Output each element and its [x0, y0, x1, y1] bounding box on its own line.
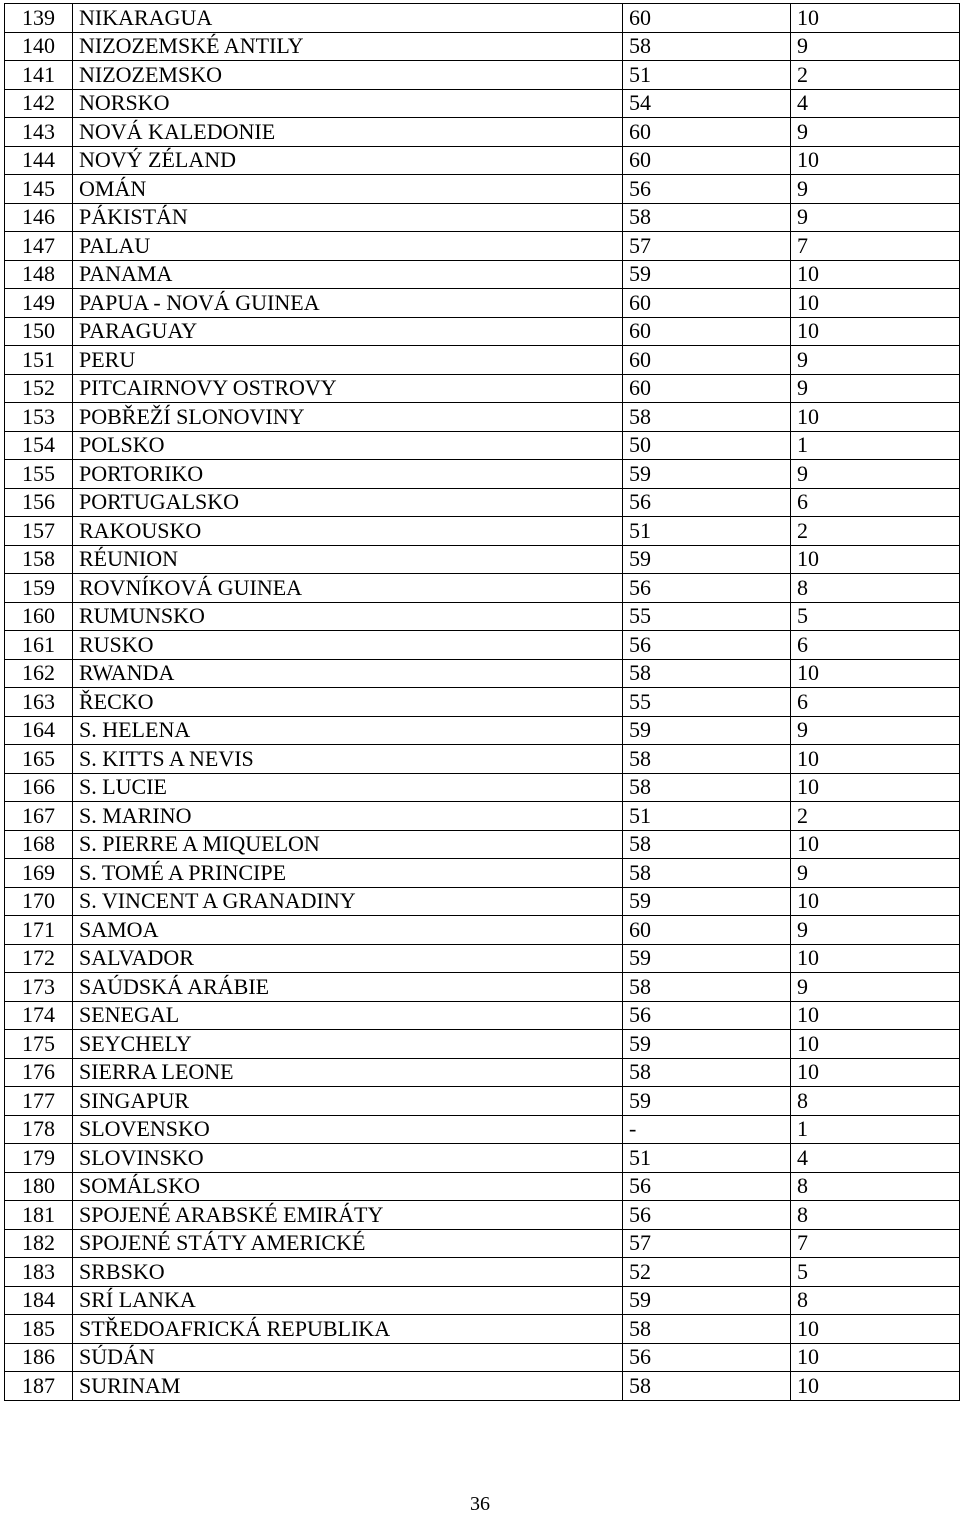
country-name-cell: S. MARINO [73, 802, 623, 831]
value-1-cell: 60 [623, 289, 791, 318]
value-2-cell: 9 [791, 859, 960, 888]
table-row [5, 460, 960, 489]
table-row [5, 403, 960, 432]
value-2-cell: 5 [791, 1258, 960, 1287]
table-row [5, 1087, 960, 1116]
country-name-cell: NOVÁ KALEDONIE [73, 118, 623, 147]
table-row [5, 1286, 960, 1315]
row-number-cell: 165 [5, 745, 73, 774]
value-1-cell: 59 [623, 1030, 791, 1059]
value-2-cell: 7 [791, 1229, 960, 1258]
row-number-cell: 167 [5, 802, 73, 831]
value-1-cell: 55 [623, 688, 791, 717]
table-row [5, 631, 960, 660]
row-number-cell: 172 [5, 944, 73, 973]
table-row [5, 146, 960, 175]
table-row [5, 374, 960, 403]
country-name-cell: SENEGAL [73, 1001, 623, 1030]
row-number-cell: 160 [5, 602, 73, 631]
value-2-cell: 10 [791, 4, 960, 33]
row-number-cell: 149 [5, 289, 73, 318]
value-1-cell: 60 [623, 374, 791, 403]
value-1-cell: 55 [623, 602, 791, 631]
table-row [5, 973, 960, 1002]
value-1-cell: 51 [623, 1144, 791, 1173]
table-row [5, 602, 960, 631]
row-number-cell: 170 [5, 887, 73, 916]
value-1-cell: 56 [623, 1201, 791, 1230]
value-1-cell: 59 [623, 1286, 791, 1315]
value-2-cell: 10 [791, 545, 960, 574]
country-name-cell: RUMUNSKO [73, 602, 623, 631]
row-number-cell: 141 [5, 61, 73, 90]
row-number-cell: 158 [5, 545, 73, 574]
country-name-cell: NOVÝ ZÉLAND [73, 146, 623, 175]
row-number-cell: 182 [5, 1229, 73, 1258]
value-2-cell: 9 [791, 32, 960, 61]
country-name-cell: PERU [73, 346, 623, 375]
value-2-cell: 10 [791, 403, 960, 432]
row-number-cell: 140 [5, 32, 73, 61]
table-row [5, 232, 960, 261]
table-row [5, 4, 960, 33]
value-1-cell: 58 [623, 973, 791, 1002]
country-name-cell: SALVADOR [73, 944, 623, 973]
value-2-cell: 8 [791, 574, 960, 603]
value-2-cell: 6 [791, 488, 960, 517]
table-row [5, 802, 960, 831]
row-number-cell: 171 [5, 916, 73, 945]
row-number-cell: 164 [5, 716, 73, 745]
value-2-cell: 8 [791, 1286, 960, 1315]
table-row [5, 203, 960, 232]
row-number-cell: 152 [5, 374, 73, 403]
value-2-cell: 4 [791, 1144, 960, 1173]
value-1-cell: 56 [623, 1172, 791, 1201]
value-2-cell: 10 [791, 289, 960, 318]
country-name-cell: RWANDA [73, 659, 623, 688]
row-number-cell: 144 [5, 146, 73, 175]
table-row [5, 1201, 960, 1230]
row-number-cell: 173 [5, 973, 73, 1002]
row-number-cell: 162 [5, 659, 73, 688]
value-1-cell: 57 [623, 232, 791, 261]
country-name-cell: SAMOA [73, 916, 623, 945]
value-2-cell: 9 [791, 716, 960, 745]
row-number-cell: 180 [5, 1172, 73, 1201]
country-name-cell: RÉUNION [73, 545, 623, 574]
value-2-cell: 9 [791, 973, 960, 1002]
value-2-cell: 2 [791, 802, 960, 831]
value-1-cell: 60 [623, 346, 791, 375]
table-body [5, 4, 960, 1401]
value-2-cell: 2 [791, 61, 960, 90]
value-2-cell: 10 [791, 1343, 960, 1372]
page-number: 36 [470, 1493, 490, 1515]
country-name-cell: PALAU [73, 232, 623, 261]
value-2-cell: 10 [791, 146, 960, 175]
country-name-cell: S. LUCIE [73, 773, 623, 802]
value-2-cell: 9 [791, 916, 960, 945]
value-1-cell: 56 [623, 1001, 791, 1030]
row-number-cell: 145 [5, 175, 73, 204]
value-1-cell: - [623, 1115, 791, 1144]
value-1-cell: 59 [623, 545, 791, 574]
value-2-cell: 5 [791, 602, 960, 631]
country-name-cell: SURINAM [73, 1372, 623, 1401]
country-name-cell: SIERRA LEONE [73, 1058, 623, 1087]
value-1-cell: 60 [623, 118, 791, 147]
row-number-cell: 155 [5, 460, 73, 489]
row-number-cell: 139 [5, 4, 73, 33]
row-number-cell: 161 [5, 631, 73, 660]
value-1-cell: 51 [623, 802, 791, 831]
table-row [5, 1343, 960, 1372]
country-name-cell: POLSKO [73, 431, 623, 460]
value-2-cell: 2 [791, 517, 960, 546]
value-1-cell: 54 [623, 89, 791, 118]
value-2-cell: 10 [791, 1058, 960, 1087]
value-2-cell: 8 [791, 1172, 960, 1201]
table-row [5, 346, 960, 375]
country-name-cell: SPOJENÉ ARABSKÉ EMIRÁTY [73, 1201, 623, 1230]
country-name-cell: SOMÁLSKO [73, 1172, 623, 1201]
table-row [5, 517, 960, 546]
country-name-cell: POBŘEŽÍ SLONOVINY [73, 403, 623, 432]
country-name-cell: NIKARAGUA [73, 4, 623, 33]
value-2-cell: 8 [791, 1201, 960, 1230]
table-row [5, 1115, 960, 1144]
table-row [5, 916, 960, 945]
country-name-cell: ROVNÍKOVÁ GUINEA [73, 574, 623, 603]
row-number-cell: 174 [5, 1001, 73, 1030]
country-name-cell: RAKOUSKO [73, 517, 623, 546]
row-number-cell: 169 [5, 859, 73, 888]
value-1-cell: 51 [623, 517, 791, 546]
table-row [5, 260, 960, 289]
row-number-cell: 143 [5, 118, 73, 147]
value-1-cell: 56 [623, 574, 791, 603]
value-1-cell: 51 [623, 61, 791, 90]
country-name-cell: S. TOMÉ A PRINCIPE [73, 859, 623, 888]
value-2-cell: 9 [791, 460, 960, 489]
country-name-cell: OMÁN [73, 175, 623, 204]
row-number-cell: 153 [5, 403, 73, 432]
value-2-cell: 10 [791, 1001, 960, 1030]
country-name-cell: SPOJENÉ STÁTY AMERICKÉ [73, 1229, 623, 1258]
value-2-cell: 10 [791, 887, 960, 916]
table-row [5, 773, 960, 802]
country-name-cell: PORTORIKO [73, 460, 623, 489]
value-1-cell: 60 [623, 146, 791, 175]
row-number-cell: 148 [5, 260, 73, 289]
table-row [5, 1258, 960, 1287]
value-2-cell: 9 [791, 346, 960, 375]
value-2-cell: 10 [791, 260, 960, 289]
table-row [5, 431, 960, 460]
country-name-cell: NORSKO [73, 89, 623, 118]
value-2-cell: 1 [791, 431, 960, 460]
row-number-cell: 157 [5, 517, 73, 546]
table-row [5, 688, 960, 717]
country-name-cell: RUSKO [73, 631, 623, 660]
value-1-cell: 59 [623, 1087, 791, 1116]
country-name-cell: SRBSKO [73, 1258, 623, 1287]
row-number-cell: 142 [5, 89, 73, 118]
value-1-cell: 60 [623, 916, 791, 945]
table-row [5, 574, 960, 603]
country-name-cell: PITCAIRNOVY OSTROVY [73, 374, 623, 403]
table-row [5, 1315, 960, 1344]
country-name-cell: S. VINCENT A GRANADINY [73, 887, 623, 916]
value-1-cell: 59 [623, 944, 791, 973]
value-2-cell: 9 [791, 175, 960, 204]
country-name-cell: SRÍ LANKA [73, 1286, 623, 1315]
value-1-cell: 58 [623, 859, 791, 888]
row-number-cell: 178 [5, 1115, 73, 1144]
country-name-cell: ŘECKO [73, 688, 623, 717]
country-name-cell: PÁKISTÁN [73, 203, 623, 232]
value-1-cell: 50 [623, 431, 791, 460]
table-row [5, 1229, 960, 1258]
country-name-cell: NIZOZEMSKÉ ANTILY [73, 32, 623, 61]
row-number-cell: 184 [5, 1286, 73, 1315]
row-number-cell: 181 [5, 1201, 73, 1230]
table-row [5, 488, 960, 517]
table-row [5, 289, 960, 318]
row-number-cell: 186 [5, 1343, 73, 1372]
value-2-cell: 1 [791, 1115, 960, 1144]
row-number-cell: 176 [5, 1058, 73, 1087]
value-2-cell: 10 [791, 745, 960, 774]
row-number-cell: 175 [5, 1030, 73, 1059]
value-1-cell: 58 [623, 659, 791, 688]
value-1-cell: 59 [623, 460, 791, 489]
country-name-cell: SAÚDSKÁ ARÁBIE [73, 973, 623, 1002]
country-name-cell: SÚDÁN [73, 1343, 623, 1372]
country-name-cell: SLOVINSKO [73, 1144, 623, 1173]
table-row [5, 716, 960, 745]
table-row [5, 859, 960, 888]
value-2-cell: 9 [791, 374, 960, 403]
country-name-cell: S. PIERRE A MIQUELON [73, 830, 623, 859]
table-row [5, 32, 960, 61]
value-1-cell: 60 [623, 317, 791, 346]
value-1-cell: 58 [623, 745, 791, 774]
value-2-cell: 10 [791, 1030, 960, 1059]
value-2-cell: 10 [791, 1372, 960, 1401]
table-row [5, 1172, 960, 1201]
country-name-cell: STŘEDOAFRICKÁ REPUBLIKA [73, 1315, 623, 1344]
table-row [5, 1144, 960, 1173]
row-number-cell: 151 [5, 346, 73, 375]
row-number-cell: 156 [5, 488, 73, 517]
value-1-cell: 56 [623, 1343, 791, 1372]
value-2-cell: 10 [791, 773, 960, 802]
value-1-cell: 58 [623, 1372, 791, 1401]
value-1-cell: 57 [623, 1229, 791, 1258]
table-row [5, 118, 960, 147]
country-name-cell: SEYCHELY [73, 1030, 623, 1059]
table-row [5, 89, 960, 118]
country-name-cell: S. HELENA [73, 716, 623, 745]
row-number-cell: 177 [5, 1087, 73, 1116]
value-2-cell: 10 [791, 1315, 960, 1344]
country-name-cell: SINGAPUR [73, 1087, 623, 1116]
table-row [5, 745, 960, 774]
value-2-cell: 10 [791, 830, 960, 859]
value-2-cell: 9 [791, 203, 960, 232]
country-name-cell: PARAGUAY [73, 317, 623, 346]
value-2-cell: 6 [791, 631, 960, 660]
country-name-cell: PANAMA [73, 260, 623, 289]
country-name-cell: PAPUA - NOVÁ GUINEA [73, 289, 623, 318]
row-number-cell: 168 [5, 830, 73, 859]
table-row [5, 944, 960, 973]
value-2-cell: 10 [791, 659, 960, 688]
value-1-cell: 58 [623, 403, 791, 432]
value-1-cell: 60 [623, 4, 791, 33]
value-2-cell: 4 [791, 89, 960, 118]
table-row [5, 1372, 960, 1401]
value-1-cell: 58 [623, 203, 791, 232]
row-number-cell: 146 [5, 203, 73, 232]
row-number-cell: 185 [5, 1315, 73, 1344]
table-row [5, 545, 960, 574]
table-row [5, 1058, 960, 1087]
table-row [5, 175, 960, 204]
table-row [5, 830, 960, 859]
table-row [5, 61, 960, 90]
row-number-cell: 159 [5, 574, 73, 603]
country-name-cell: PORTUGALSKO [73, 488, 623, 517]
table-row [5, 317, 960, 346]
value-1-cell: 59 [623, 887, 791, 916]
country-name-cell: NIZOZEMSKO [73, 61, 623, 90]
value-1-cell: 58 [623, 1058, 791, 1087]
table-row [5, 1001, 960, 1030]
value-1-cell: 58 [623, 830, 791, 859]
value-1-cell: 52 [623, 1258, 791, 1287]
row-number-cell: 187 [5, 1372, 73, 1401]
value-1-cell: 58 [623, 1315, 791, 1344]
table-row [5, 659, 960, 688]
value-1-cell: 59 [623, 260, 791, 289]
value-1-cell: 58 [623, 32, 791, 61]
country-name-cell: SLOVENSKO [73, 1115, 623, 1144]
value-1-cell: 56 [623, 488, 791, 517]
row-number-cell: 183 [5, 1258, 73, 1287]
country-table [4, 3, 960, 1401]
value-2-cell: 10 [791, 944, 960, 973]
row-number-cell: 166 [5, 773, 73, 802]
value-1-cell: 56 [623, 631, 791, 660]
row-number-cell: 179 [5, 1144, 73, 1173]
value-2-cell: 8 [791, 1087, 960, 1116]
country-name-cell: S. KITTS A NEVIS [73, 745, 623, 774]
row-number-cell: 154 [5, 431, 73, 460]
row-number-cell: 147 [5, 232, 73, 261]
value-1-cell: 59 [623, 716, 791, 745]
table-row [5, 887, 960, 916]
row-number-cell: 163 [5, 688, 73, 717]
value-2-cell: 6 [791, 688, 960, 717]
table-row [5, 1030, 960, 1059]
value-2-cell: 10 [791, 317, 960, 346]
value-2-cell: 9 [791, 118, 960, 147]
value-1-cell: 56 [623, 175, 791, 204]
row-number-cell: 150 [5, 317, 73, 346]
value-1-cell: 58 [623, 773, 791, 802]
value-2-cell: 7 [791, 232, 960, 261]
